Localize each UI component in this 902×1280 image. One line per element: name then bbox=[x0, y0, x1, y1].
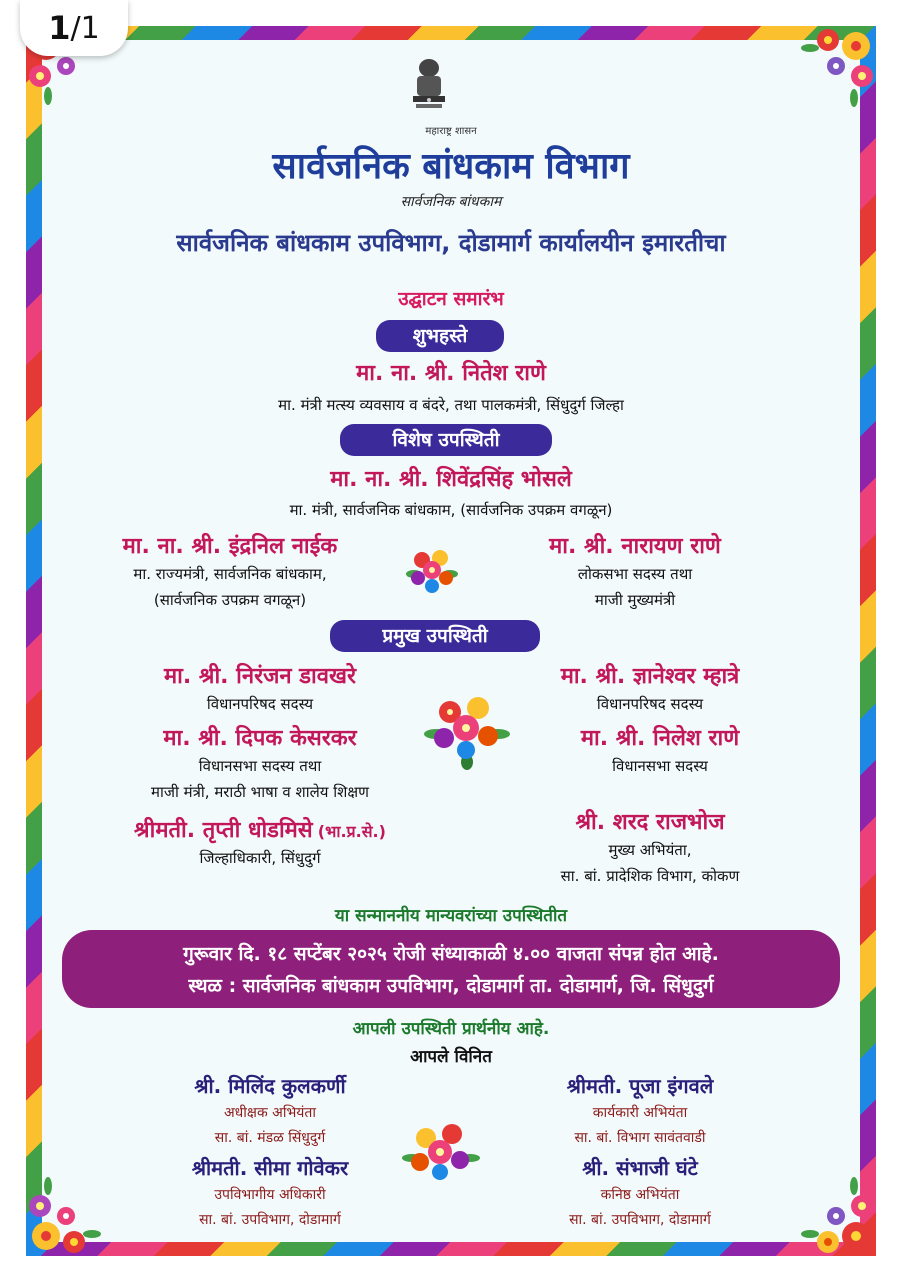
host bbox=[120, 1072, 420, 1147]
guest-name: मा. श्री. निलेश राणे bbox=[580, 726, 740, 751]
prominent-guest bbox=[510, 722, 810, 776]
host bbox=[110, 1154, 430, 1229]
prominent-guest bbox=[70, 814, 450, 868]
host bbox=[490, 1072, 790, 1147]
guest-name: श्री. शरद राजभोज bbox=[575, 810, 725, 835]
host-office: सा. बां. उपविभाग, दोडामार्ग bbox=[199, 1212, 341, 1228]
guest-desc: माजी मंत्री, मराठी भाषा व शालेय शिक्षण bbox=[151, 783, 369, 801]
guest-name: मा. श्री. निरंजन डावखरे bbox=[164, 664, 356, 689]
chief-guest-desc: मा. मंत्री मत्स्य व्यवसाय व बंदरे, तथा पालकमंत्री, सिंधुदुर्ग जिल्हा bbox=[278, 396, 624, 414]
invitation-line: आपली उपस्थिती प्रार्थनीय आहे. bbox=[352, 1019, 550, 1039]
guest-desc: जिल्हाधिकारी, सिंधुदुर्ग bbox=[199, 849, 321, 867]
host-name: श्री. मिलिंद कुलकर्णी bbox=[194, 1074, 346, 1098]
event-venue: स्थळ : सार्वजनिक बांधकाम उपविभाग, दोडामार्ग ता. दोडामार्ग, जि. सिंधुदुर्ग bbox=[188, 975, 714, 997]
section-heading-special: विशेष उपस्थिती bbox=[340, 424, 552, 456]
host-role: कार्यकारी अभियंता bbox=[592, 1105, 688, 1121]
department-logo-script: सार्वजनिक बांधकाम bbox=[400, 194, 502, 210]
prominent-guest bbox=[490, 806, 810, 886]
host-role: कनिष्ठ अभियंता bbox=[600, 1187, 680, 1203]
flower-corner-decoration-icon bbox=[786, 26, 876, 116]
host-office: सा. बां. विभाग सावंतवाडी bbox=[574, 1130, 706, 1146]
guest-name: मा. श्री. नारायण राणे bbox=[549, 534, 721, 559]
section-heading-prominent: प्रमुख उपस्थिती bbox=[330, 620, 540, 652]
guest-desc: लोकसभा सदस्य तथा bbox=[577, 565, 693, 583]
special-guest-desc: मा. मंत्री, सार्वजनिक बांधकाम, (सार्वजनिक उपक्रम वगळून) bbox=[289, 501, 613, 519]
guest-desc: सा. बां. प्रादेशिक विभाग, कोकण bbox=[560, 867, 740, 885]
special-guest-name: मा. ना. श्री. शिवेंद्रसिंह भोसले bbox=[330, 467, 572, 492]
prominent-guest bbox=[90, 722, 430, 802]
department-title: सार्वजनिक बांधकाम विभाग bbox=[272, 146, 630, 187]
guest-desc: (सार्वजनिक उपक्रम वगळून) bbox=[153, 591, 307, 609]
host-role: उपविभागीय अधिकारी bbox=[214, 1187, 326, 1203]
host bbox=[490, 1154, 790, 1229]
host-name: श्रीमती. सीमा गोवेकर bbox=[191, 1156, 349, 1180]
guest-name: श्रीमती. तृप्ती धोडमिसे bbox=[134, 818, 313, 843]
prominent-guest bbox=[500, 660, 800, 714]
host-role: अधीक्षक अभियंता bbox=[223, 1105, 317, 1121]
guest-desc: विधानपरिषद सदस्य bbox=[596, 695, 704, 713]
yours-sincerely: आपले विनित bbox=[410, 1047, 492, 1067]
flower-corner-decoration-icon bbox=[26, 1166, 116, 1256]
guest-desc: मुख्य अभियंता, bbox=[608, 841, 692, 859]
bouquet-icon bbox=[424, 690, 510, 770]
guest-desc: मा. राज्यमंत्री, सार्वजनिक बांधकाम, bbox=[133, 565, 327, 583]
guest-name: मा. श्री. ज्ञानेश्वर म्हात्रे bbox=[560, 664, 740, 689]
guest-desc: विधानसभा सदस्य तथा bbox=[198, 757, 322, 775]
guest-desc: विधानपरिषद सदस्य bbox=[206, 695, 314, 713]
host-office: सा. बां. उपविभाग, दोडामार्ग bbox=[569, 1212, 711, 1228]
host-name: श्रीमती. पूजा इंगवले bbox=[566, 1074, 714, 1098]
guest-desc: माजी मुख्यमंत्री bbox=[594, 591, 676, 609]
bouquet-icon bbox=[404, 544, 460, 598]
presence-line: या सन्माननीय मान्यवरांच्या उपस्थितीत bbox=[334, 906, 568, 926]
guest-desc: विधानसभा सदस्य bbox=[612, 757, 708, 775]
building-inauguration-line: सार्वजनिक बांधकाम उपविभाग, दोडामार्ग कार्यालयीन इमारतीचा bbox=[176, 229, 726, 257]
host-office: सा. बां. मंडळ सिंधुदुर्ग bbox=[214, 1130, 326, 1146]
guest-name-suffix: (भा.प्र.से.) bbox=[317, 822, 386, 841]
event-details-band bbox=[62, 930, 840, 1008]
special-guest-right bbox=[500, 530, 770, 610]
guest-name: मा. ना. श्री. इंद्रनिल नाईक bbox=[122, 534, 338, 559]
event-date-time: गुरूवार दि. १८ सप्टेंबर २०२५ रोजी संध्याकाळी ४.०० वाजता संपन्न होत आहे. bbox=[183, 943, 719, 965]
special-guest-left bbox=[80, 530, 380, 610]
state-emblem-icon bbox=[404, 54, 454, 120]
page-counter bbox=[20, 0, 128, 56]
guest-name-line bbox=[70, 814, 450, 844]
government-name: महाराष्ट्र शासन bbox=[425, 126, 477, 137]
flower-corner-decoration-icon bbox=[786, 1166, 876, 1256]
prominent-guest bbox=[100, 660, 420, 714]
guest-name: मा. श्री. दिपक केसरकर bbox=[163, 726, 357, 751]
host-name: श्री. संभाजी घंटे bbox=[582, 1156, 698, 1180]
chief-guest-name: मा. ना. श्री. नितेश राणे bbox=[356, 361, 546, 386]
page-total: /1 bbox=[70, 10, 100, 46]
ceremony-title: उद्घाटन समारंभ bbox=[398, 288, 504, 310]
page-current: 1 bbox=[48, 9, 71, 47]
section-heading-chief: शुभहस्ते bbox=[376, 320, 504, 352]
